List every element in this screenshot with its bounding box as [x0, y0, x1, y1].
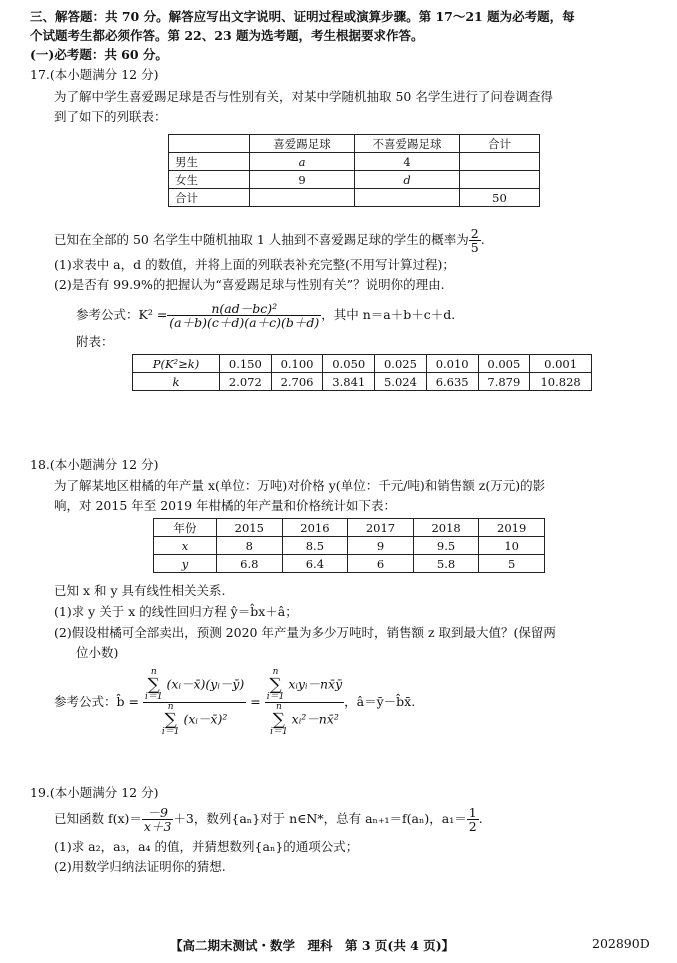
table-cell: y — [154, 555, 217, 573]
table-cell: 0.050 — [323, 355, 375, 373]
q18-part2a: (2)假设柑橘可全部卖出，预测 2020 年产量为多少万吨时，销售额 z 取到最大值？(保留两 — [54, 625, 556, 640]
table-cell: 6.635 — [426, 373, 478, 391]
q17-probability-text: 已知在全部的 50 名学生中随机抽取 1 人抽到不喜爱踢足球的学生的概率为 $\frac{2}{5}$ . — [54, 226, 485, 255]
q17-formula: 参考公式：K² = $\frac{\text{n(ad－bc)²}}{(a+b)(c+d)(a+c)(b+d)}$ ，其中 n＝a＋b＋c＋d. — [76, 301, 456, 330]
table-cell: 喜爱踢足球 — [250, 135, 355, 153]
table-cell: 2018 — [413, 519, 479, 537]
q18-intro2: 响，对 2015 年至 2019 年柑橘的年产量和价格统计如下表： — [54, 498, 397, 513]
q17-part1: (1)求表中 a，d 的数值，并将上面的列联表补充完整(不用写计算过程)； — [54, 257, 455, 272]
table-cell: 8.5 — [282, 537, 348, 555]
table-cell: a — [250, 153, 355, 171]
table-cell: 5.8 — [413, 555, 479, 573]
q18-intro1: 为了解某地区柑橘的年产量 x(单位：万吨)对价格 y(单位：千元/吨)和销售额 z(万元)的影 — [54, 478, 546, 493]
q17-contingency-table — [168, 134, 540, 207]
table-cell — [250, 189, 355, 207]
table-cell: 50 — [460, 189, 540, 207]
paper-code: 202890D — [592, 936, 650, 951]
table-cell: 0.025 — [375, 355, 427, 373]
q18-title: 18.(本小题满分 12 分) — [30, 457, 159, 472]
table-cell: 0.001 — [530, 355, 592, 373]
table-cell: k — [133, 373, 220, 391]
section-header-line2: 个试题考生都必须作答。第 22、23 题为选考题，考生根据要求作答。 — [30, 28, 424, 43]
table-row — [169, 171, 540, 189]
table-cell: 2.072 — [220, 373, 272, 391]
table-row — [154, 555, 545, 573]
table-cell: 2015 — [217, 519, 283, 537]
q17-appendix-table — [132, 354, 592, 391]
q19-part2: (2)用数学归纳法证明你的猜想. — [54, 859, 226, 874]
table-cell: 9 — [250, 171, 355, 189]
table-cell — [460, 171, 540, 189]
page-footer: 【高二期末测试・数学 理科 第 3 页(共 4 页)】 — [170, 938, 455, 953]
q17-appendix-label: 附表： — [76, 334, 114, 349]
section-header-line1: 三、解答题：共 70 分。解答应写出文字说明、证明过程或演算步骤。第 17～21 题为必考题，每 — [30, 9, 575, 24]
q19-part1: (1)求 a₂，a₃，a₄ 的值，并猜想数列{aₙ}的通项公式； — [54, 839, 359, 854]
table-cell: d — [355, 171, 460, 189]
q18-data-table — [153, 518, 545, 573]
sub-header: (一)必考题：共 60 分。 — [30, 47, 168, 62]
table-cell: 4 — [355, 153, 460, 171]
table-cell: 0.150 — [220, 355, 272, 373]
table-cell: 不喜爱踢足球 — [355, 135, 460, 153]
table-cell — [169, 135, 250, 153]
table-cell: 6.8 — [217, 555, 283, 573]
table-cell: 9 — [348, 537, 414, 555]
table-cell: 0.005 — [478, 355, 530, 373]
q18-part2b: 位小数) — [76, 645, 119, 660]
table-row — [154, 537, 545, 555]
table-row — [154, 519, 545, 537]
table-cell: 女生 — [169, 171, 250, 189]
table-cell: 年份 — [154, 519, 217, 537]
table-cell: 3.841 — [323, 373, 375, 391]
table-row — [133, 355, 592, 373]
table-cell: x — [154, 537, 217, 555]
table-cell: 6.4 — [282, 555, 348, 573]
q17-part2: (2)是否有 99.9%的把握认为“喜爱踢足球与性别有关”？说明你的理由. — [54, 277, 445, 292]
q19-title: 19.(本小题满分 12 分) — [30, 785, 159, 800]
table-cell: 8 — [217, 537, 283, 555]
table-row — [169, 189, 540, 207]
table-row — [169, 135, 540, 153]
table-cell: 9.5 — [413, 537, 479, 555]
q18-part1: (1)求 y 关于 x 的线性回归方程 ŷ＝b̂x＋â； — [54, 604, 298, 619]
table-cell: 6 — [348, 555, 414, 573]
table-cell: 0.100 — [271, 355, 323, 373]
table-row — [133, 373, 592, 391]
table-cell: 2016 — [282, 519, 348, 537]
q17-intro1: 为了解中学生喜爱踢足球是否与性别有关，对某中学随机抽取 50 名学生进行了问卷调查得 — [54, 89, 553, 104]
table-cell: 0.010 — [426, 355, 478, 373]
table-cell: 5.024 — [375, 373, 427, 391]
table-cell: P(K²≥k) — [133, 355, 220, 373]
table-cell: 2.706 — [271, 373, 323, 391]
table-cell — [460, 153, 540, 171]
table-cell: 5 — [479, 555, 545, 573]
table-cell: 10.828 — [530, 373, 592, 391]
q17-title: 17.(本小题满分 12 分) — [30, 67, 159, 82]
table-cell: 男生 — [169, 153, 250, 171]
q18-formula: 参考公式：b̂ = n ∑ i＝1 (xᵢ－x̄)(yᵢ－ȳ) n ∑ i＝1 (xᵢ－x̄)² = n ∑ i＝1 xᵢyᵢ－nx̄ȳ n ∑ i＝1 xᵢ²－nx̄² ，â＝ȳ－b̂x̄. — [54, 667, 416, 737]
q19-function: 已知函数 f(x)＝ $\frac{-9}{x+3}$ ＋3，数列{aₙ}对于 n∈N*，总有 aₙ₊₁＝f(aₙ)，a₁＝ $\frac{1}{2}$ . — [54, 805, 483, 834]
table-row — [169, 153, 540, 171]
table-cell: 7.879 — [478, 373, 530, 391]
table-cell: 2017 — [348, 519, 414, 537]
table-cell: 合计 — [460, 135, 540, 153]
table-cell: 合计 — [169, 189, 250, 207]
table-cell — [355, 189, 460, 207]
q18-linear-text: 已知 x 和 y 具有线性相关关系. — [54, 583, 226, 598]
table-cell: 10 — [479, 537, 545, 555]
q17-intro2: 到了如下的列联表： — [54, 109, 167, 124]
table-cell: 2019 — [479, 519, 545, 537]
